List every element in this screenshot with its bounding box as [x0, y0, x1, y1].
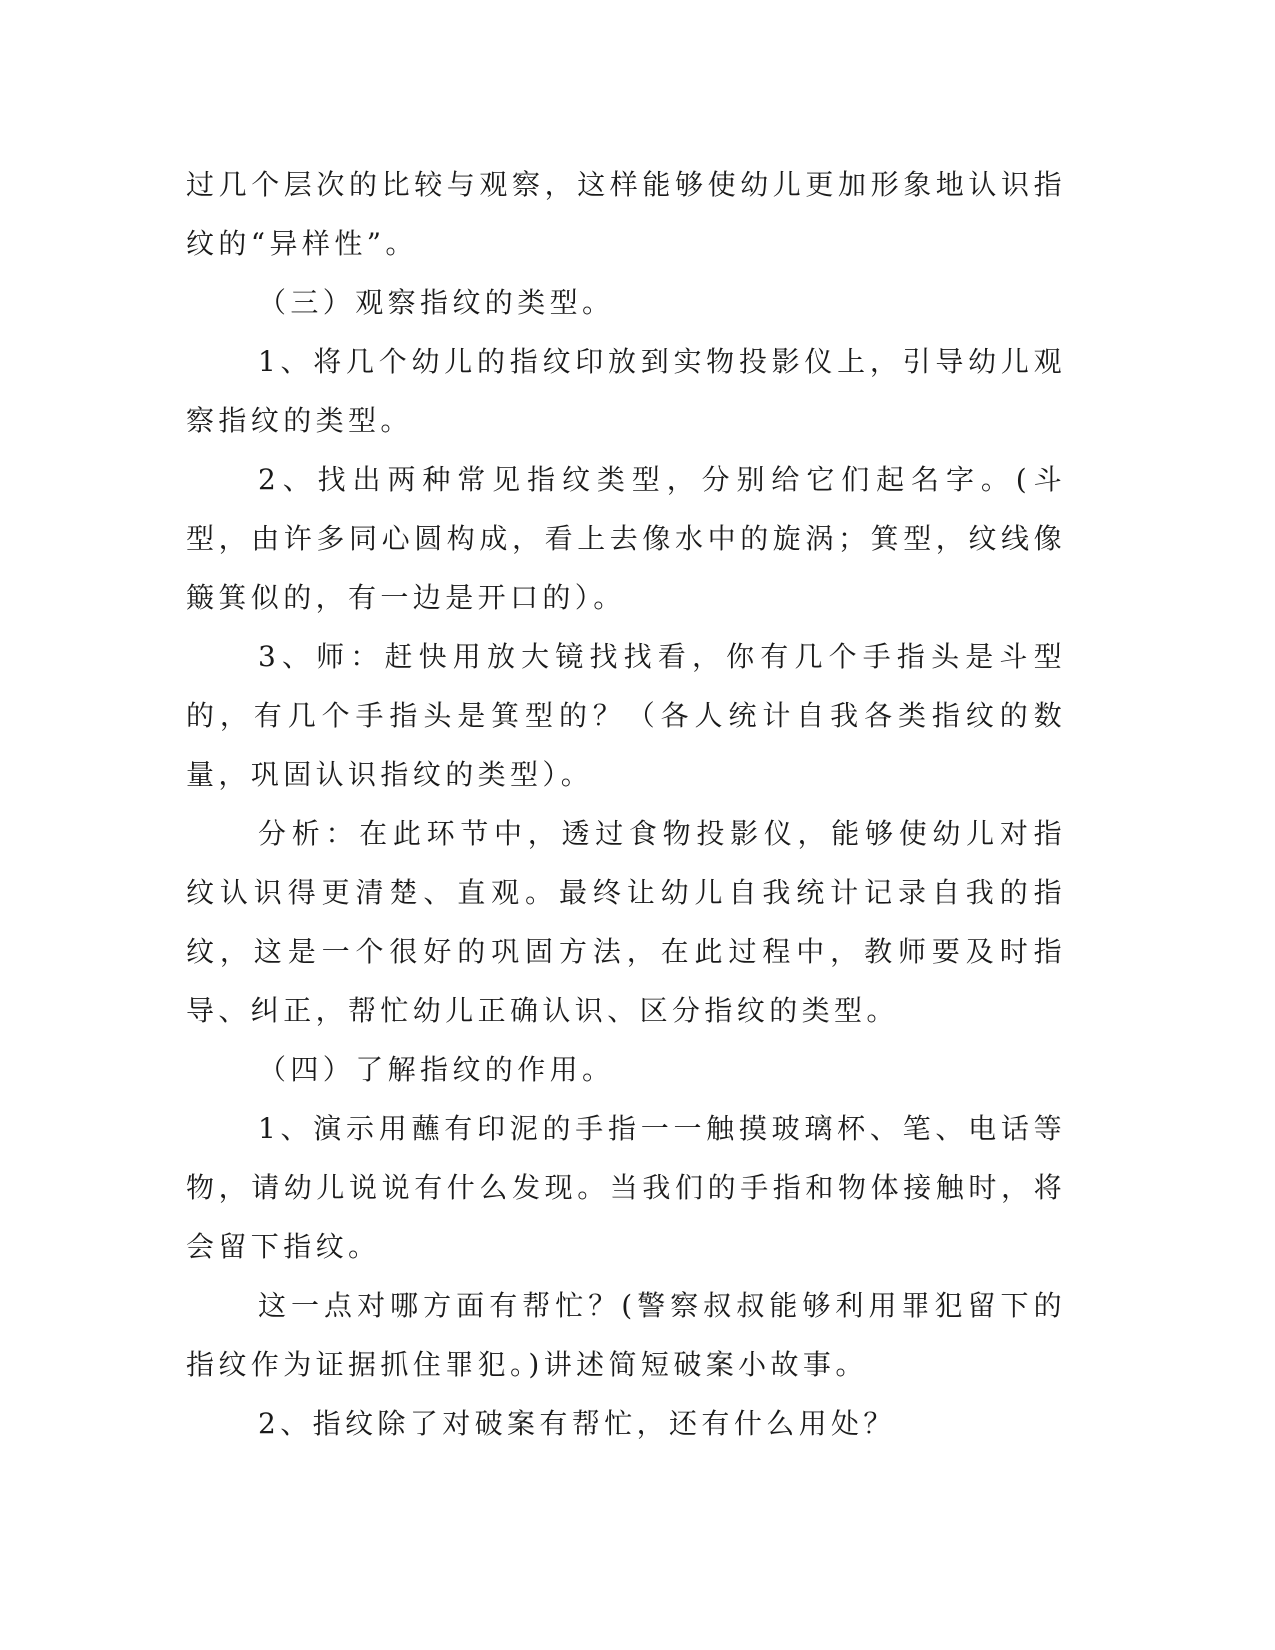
paragraph-demo-step-2: 2、指纹除了对破案有帮忙，还有什么用处？ [258, 1407, 896, 1440]
paragraph-step-2: 2、找出两种常见指纹类型，分别给它们起名字。(斗型，由许多同心圆构成，看上去像水中的旋涡；箕型，纹线像簸箕似的，有一边是开口的）。 [186, 463, 1066, 614]
paragraph-step-1: 1、将几个幼儿的指纹印放到实物投影仪上，引导幼儿观察指纹的类型。 [186, 345, 1066, 437]
paragraph-step-3: 3、师：赶快用放大镜找找看，你有几个手指头是斗型的，有几个手指头是箕型的？（各人统计自我各类指纹的数量，巩固认识指纹的类型）。 [186, 640, 1066, 791]
paragraph-continuation: 过几个层次的比较与观察，这样能够使幼儿更加形象地认识指纹的“异样性”。 [186, 168, 1066, 260]
section-heading-4: （四）了解指纹的作用。 [258, 1053, 615, 1086]
paragraph-question: 这一点对哪方面有帮忙？(警察叔叔能够利用罪犯留下的指纹作为证据抓住罪犯。)讲述简短破案小故事。 [186, 1289, 1066, 1381]
paragraph-analysis: 分析：在此环节中，透过食物投影仪，能够使幼儿对指纹认识得更清楚、直观。最终让幼儿自我统计记录自我的指纹，这是一个很好的巩固方法，在此过程中，教师要及时指导、纠正，帮忙幼儿正确认识、区分指纹的类型。 [186, 817, 1066, 1027]
body-text [186, 155, 1066, 1453]
section-heading-3: （三）观察指纹的类型。 [258, 286, 615, 319]
paragraph-demo-step-1: 1、演示用蘸有印泥的手指一一触摸玻璃杯、笔、电话等物，请幼儿说说有什么发现。当我们的手指和物体接触时，将会留下指纹。 [186, 1112, 1066, 1263]
